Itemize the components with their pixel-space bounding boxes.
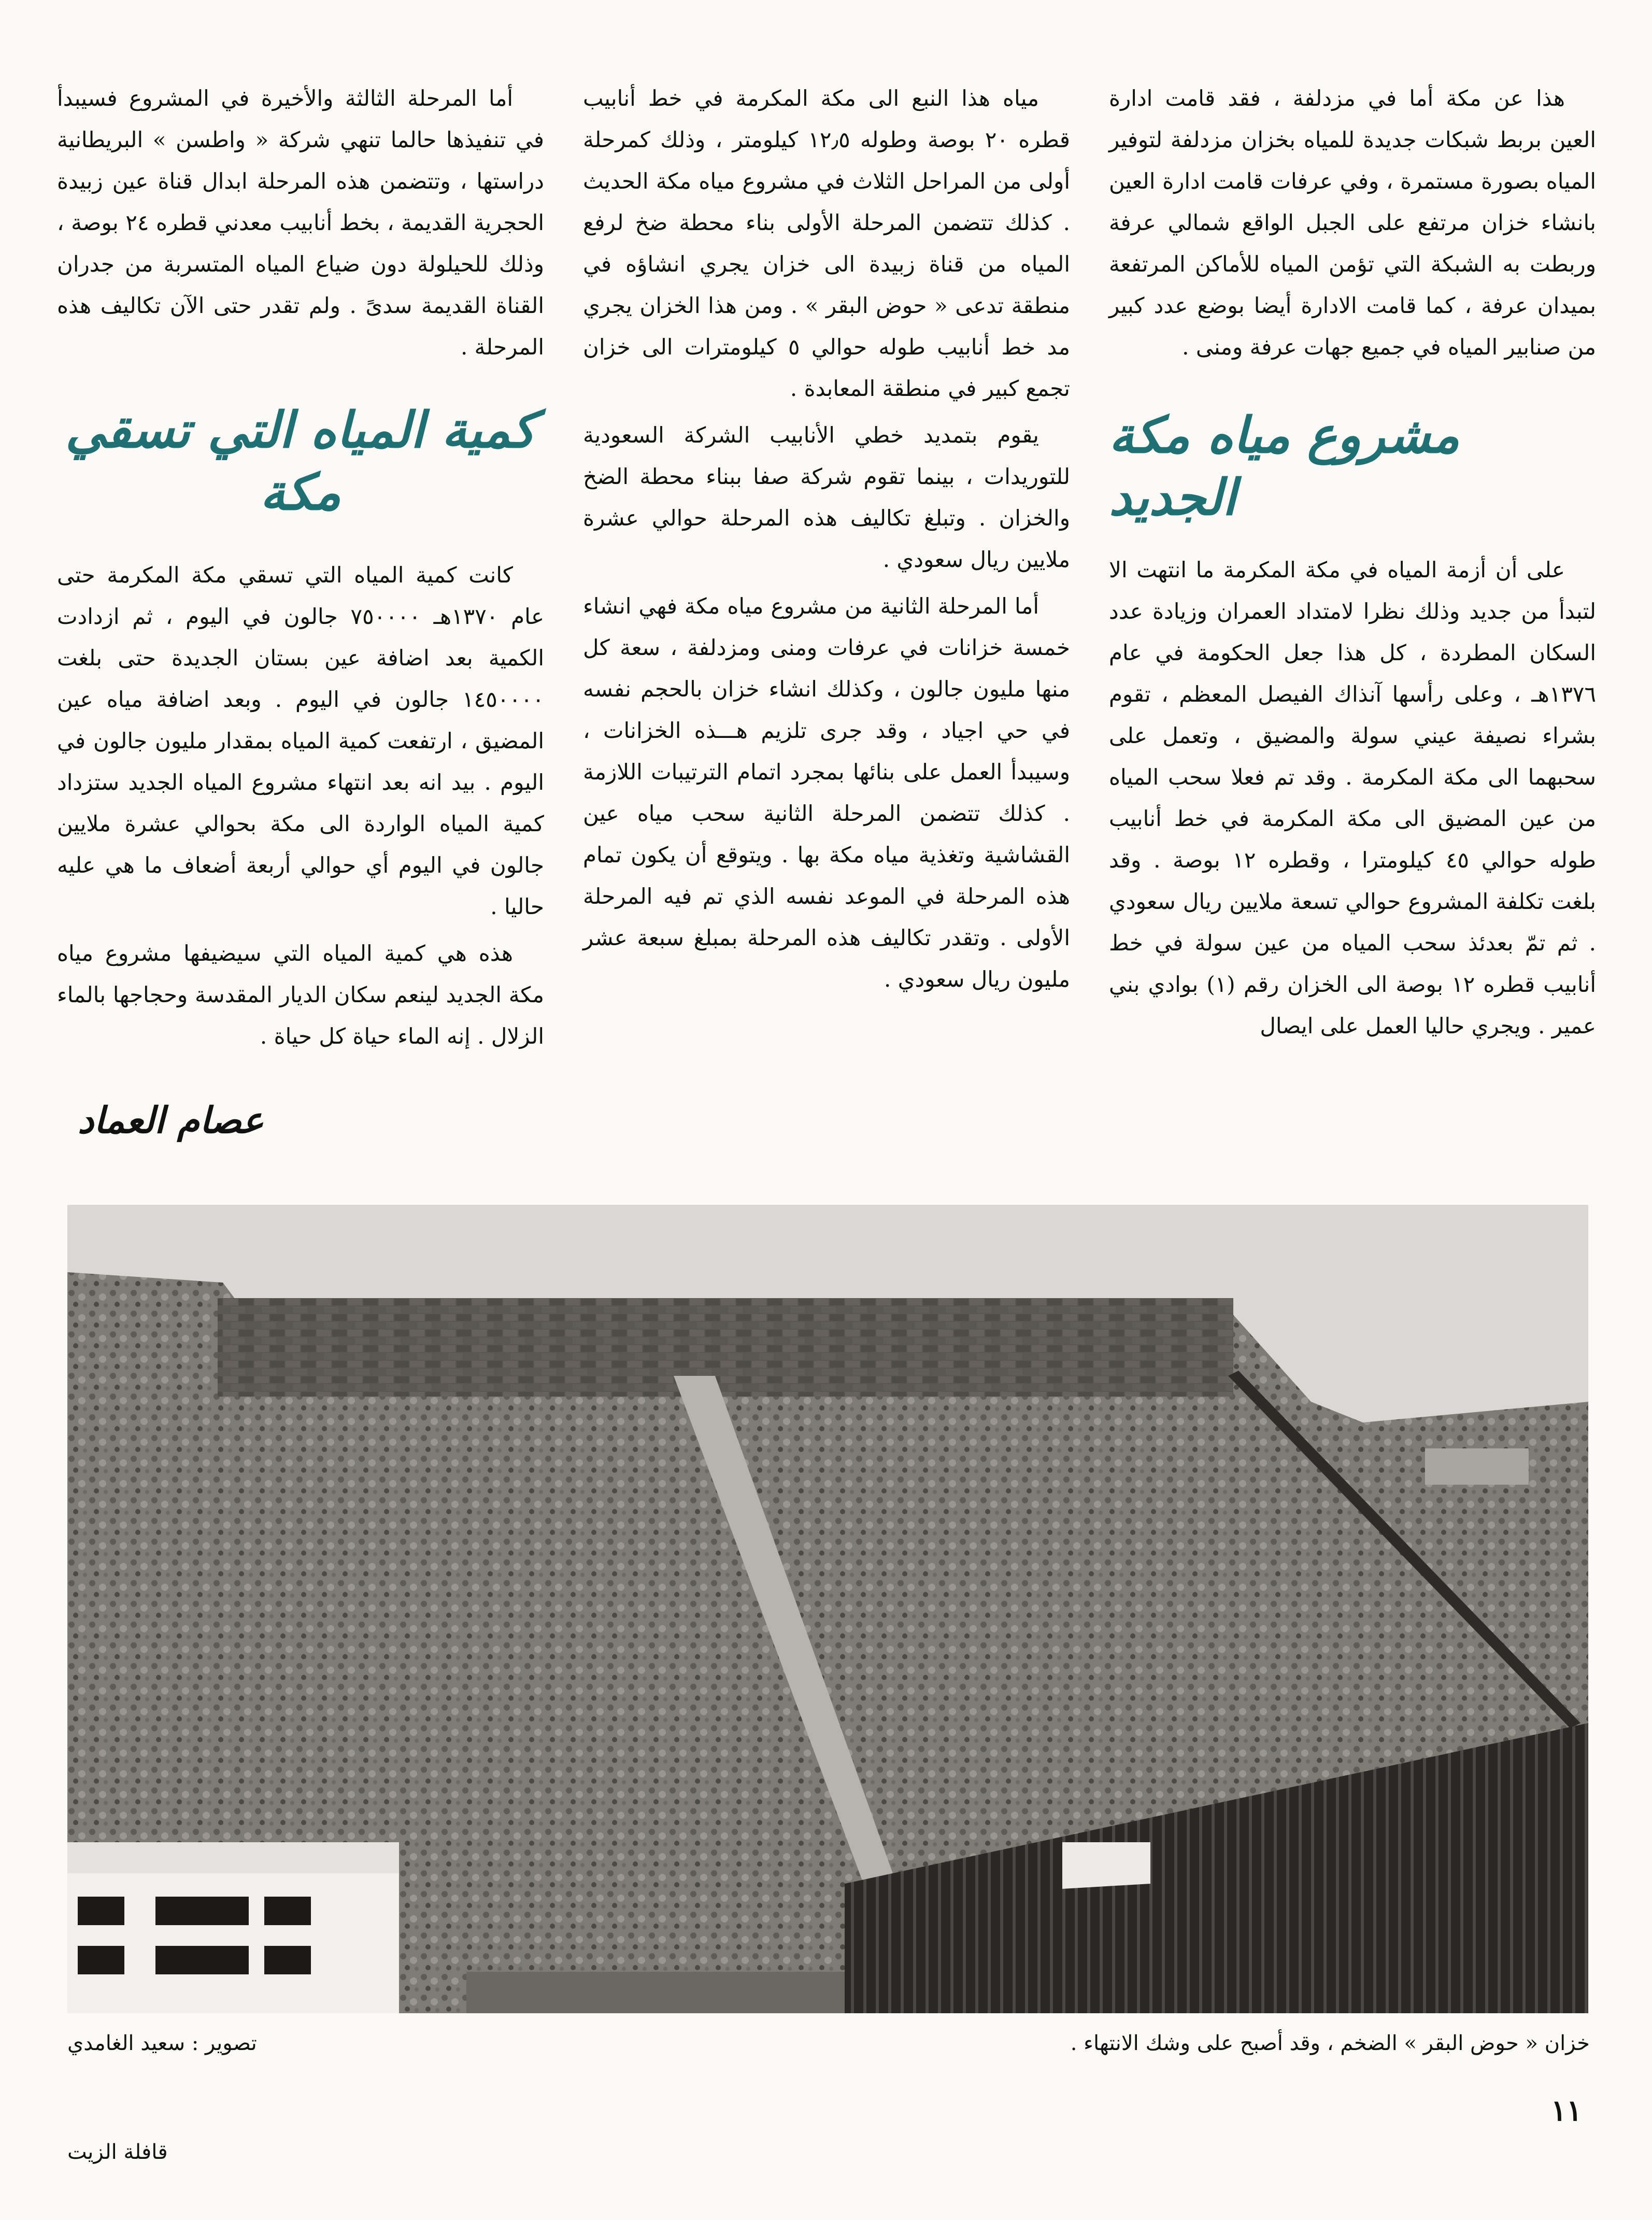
paragraph: هذا عن مكة أما في مزدلفة ، فقد قامت ادارة العين بربط شبكات جديدة للمياه بخزان مزدلفة لتوفير المياه بصورة مستمرة ، وفي عرفات قامت ادارة العين بانشاء خزان مرتفع على الجبل الواقع شمالي عرفة وربطت به الشبكة التي تؤمن المياه للأماكن المرتفعة بميدان عرفة ، كما قامت الادارة أيضا بوضع عدد كبير من صنابير المياه في جميع جهات عرفة ومنى .: [1109, 86, 1596, 360]
reservoir-photo: [67, 1205, 1588, 2013]
paragraph: كانت كمية المياه التي تسقي مكة المكرمة حتى عام ١٣٧٠هـ ٧٥٠٠٠٠ جالون في اليوم ، ثم ازدادت الكمية بعد اضافة عين بستان الجديدة حتى بلغت ١٤٥٠٠٠٠ جالون في اليوم . وبعد اضافة مياه عين المضيق ، ارتفعت كمية المياه بمقدار مليون جالون في اليوم . بيد انه بعد انتهاء مشروع المياه الجديد ستزداد كمية المياه الواردة الى مكة بحوالي عشرة ملايين جالون في اليوم أي حوالي أربعة أضعاف ما هي عليه حاليا .: [57, 562, 545, 919]
reservoir-photo-image: [67, 1205, 1588, 2013]
paragraph: أما المرحلة الثانية من مشروع مياه مكة فهي انشاء خمسة خزانات في عرفات ومنى ومزدلفة ، سعة كل منها مليون جالون ، وكذلك انشاء خزان بالحجم نفسه في حي اجياد ، وقد جرى تلزيم هـــذه الخزانات ، وسيبدأ العمل على بنائها بمجرد اتمام الترتيبات اللازمة . كذلك تتضمن المرحلة الثانية سحب مياه عين القشاشية وتغذية مياه مكة بها . ويتوقع أن يكون تمام هذه المرحلة في الموعد نفسه الذي تم فيه المرحلة الأولى . وتقدر تكاليف هذه المرحلة بمبلغ سبعة عشر مليون ريال سعودي .: [583, 593, 1070, 992]
paragraph: أما المرحلة الثالثة والأخيرة في المشروع فسيبدأ في تنفيذها حالما تنهي شركة « واطسن » البريطانية دراستها ، وتتضمن هذه المرحلة ابدال قناة عين زبيدة الحجرية القديمة ، بخط أنابيب معدني قطره ٢٤ بوصة ، وذلك للحيلولة دون ضياع المياه المتسربة من جدران القناة القديمة سدىً . ولم تقدر حتى الآن تكاليف هذه المرحلة .: [57, 86, 545, 360]
article-column-middle: [583, 78, 1070, 1005]
article-column-left: [57, 78, 544, 1062]
page-number: ١١: [1550, 2094, 1582, 2128]
magazine-name: قافلة الزيت: [67, 2140, 168, 2164]
author-signature: عصام العماد: [78, 1099, 264, 1142]
section-heading-water-quantity: كمية المياه التي تسقي مكة: [65, 401, 536, 521]
article-column-right: [1109, 78, 1596, 1052]
paragraph: يقوم بتمديد خطي الأنابيب الشركة السعودية للتوريدات ، بينما تقوم شركة صفا ببناء محطة الضخ والخزان . وتبلغ تكاليف هذه المرحلة حوالي عشرة ملايين ريال سعودي .: [583, 422, 1070, 572]
paragraph: على أن أزمة المياه في مكة المكرمة ما انتهت الا لتبدأ من جديد وذلك نظرا لامتداد العمران وزيادة عدد السكان المطردة ، كل هذا جعل الحكومة في عام ١٣٧٦هـ ، وعلى رأسها آنذاك الفيصل المعظم ، تقوم بشراء نصيفة عيني سولة والمضيق ، وتعمل على سحبهما الى مكة المكرمة . وقد تم فعلا سحب المياه من عين المضيق الى مكة المكرمة في خط أنابيب طوله حوالي ٤٥ كيلومترا ، وقطره ١٢ بوصة . وقد بلغت تكلفة المشروع حوالي تسعة ملايين ريال سعودي . ثم تمّ بعدئذ سحب المياه من عين سولة في خط أنابيب قطره ١٢ بوصة الى الخزان رقم (١) بوادي بني عمير . ويجري حاليا العمل على ايصال: [1109, 557, 1597, 1038]
paragraph: مياه هذا النبع الى مكة المكرمة في خط أنابيب قطره ٢٠ بوصة وطوله ١٢٫٥ كيلومتر ، وذلك كمرحلة أولى من المراحل الثلاث في مشروع مياه مكة الحديث . كذلك تتضمن المرحلة الأولى بناء محطة ضخ لرفع المياه من قناة زبيدة الى خزان يجري انشاؤه في منطقة تدعى « حوض البقر » . ومن هذا الخزان يجري مد خط أنابيب طوله حوالي ٥ كيلومترات الى خزان تجمع كبير في منطقة المعابدة .: [583, 86, 1071, 401]
photo-credit: تصوير : سعيد الغامدي: [67, 2031, 257, 2055]
photo-caption: خزان « حوض البقر » الضخم ، وقد أصبح على وشك الانتهاء .: [1070, 2031, 1590, 2055]
section-heading-new-project: مشروع مياه مكة الجديد: [1109, 406, 1460, 526]
paragraph: هذه هي كمية المياه التي سيضيفها مشروع مياه مكة الجديد لينعم سكان الديار المقدسة وحجاجها بالماء الزلال . إنه الماء حياة كل حياة .: [57, 941, 544, 1049]
